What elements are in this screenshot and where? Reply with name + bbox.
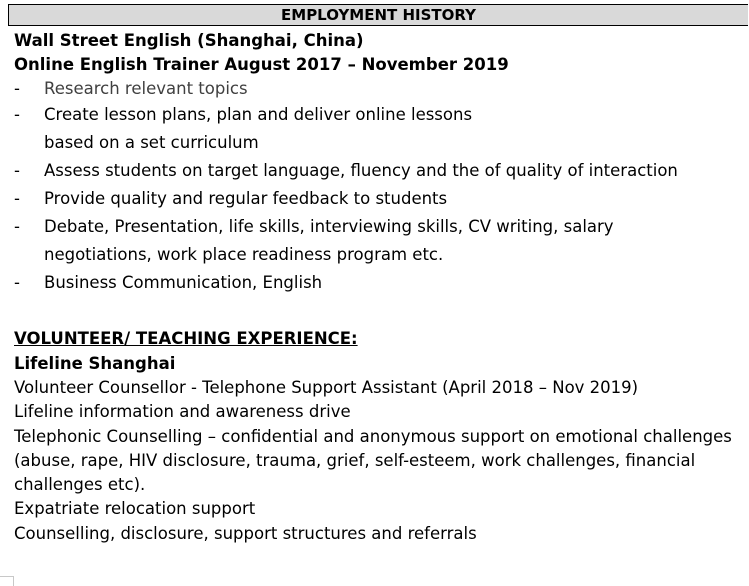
bullet-continuation: based on a set curriculum: [44, 133, 259, 152]
bullet-dash: -: [14, 161, 20, 180]
volunteer-line: Telephonic Counselling – confidential and anonymous support on emotional challenges: [14, 427, 732, 446]
volunteer-line: challenges etc).: [14, 475, 146, 494]
bullet-text: Assess students on target language, fluency and the of quality of interaction: [44, 161, 678, 180]
bullet-dash: -: [14, 79, 20, 98]
employment-history-header: EMPLOYMENT HISTORY: [8, 4, 748, 26]
volunteer-line: Volunteer Counsellor - Telephone Support Assistant (April 2018 – Nov 2019): [14, 378, 639, 397]
bullet-text: Debate, Presentation, life skills, interviewing skills, CV writing, salary: [44, 217, 614, 236]
bullet-dash: -: [14, 273, 20, 292]
volunteer-section-header: VOLUNTEER/ TEACHING EXPERIENCE:: [14, 329, 358, 348]
bullet-dash: -: [14, 217, 20, 236]
organization-name: Lifeline Shanghai: [14, 354, 176, 373]
volunteer-line: Counselling, disclosure, support structures and referrals: [14, 524, 477, 543]
bullet-text: Provide quality and regular feedback to students: [44, 189, 448, 208]
bullet-text: Create lesson plans, plan and deliver online lessons: [44, 105, 473, 124]
bullet-text: Research relevant topics: [44, 79, 248, 98]
bullet-continuation: negotiations, work place readiness program etc.: [44, 245, 444, 264]
bullet-dash: -: [14, 189, 20, 208]
company-name: Wall Street English (Shanghai, China): [14, 31, 364, 50]
volunteer-line: Expatriate relocation support: [14, 499, 256, 518]
bullet-dash: -: [14, 105, 20, 124]
job-title-dates: Online English Trainer August 2017 – November 2019: [14, 55, 509, 74]
volunteer-line: Lifeline information and awareness drive: [14, 402, 351, 421]
page-corner-mark: [0, 576, 14, 586]
volunteer-line: (abuse, rape, HIV disclosure, trauma, grief, self-esteem, work challenges, financial: [14, 451, 696, 470]
bullet-text: Business Communication, English: [44, 273, 323, 292]
